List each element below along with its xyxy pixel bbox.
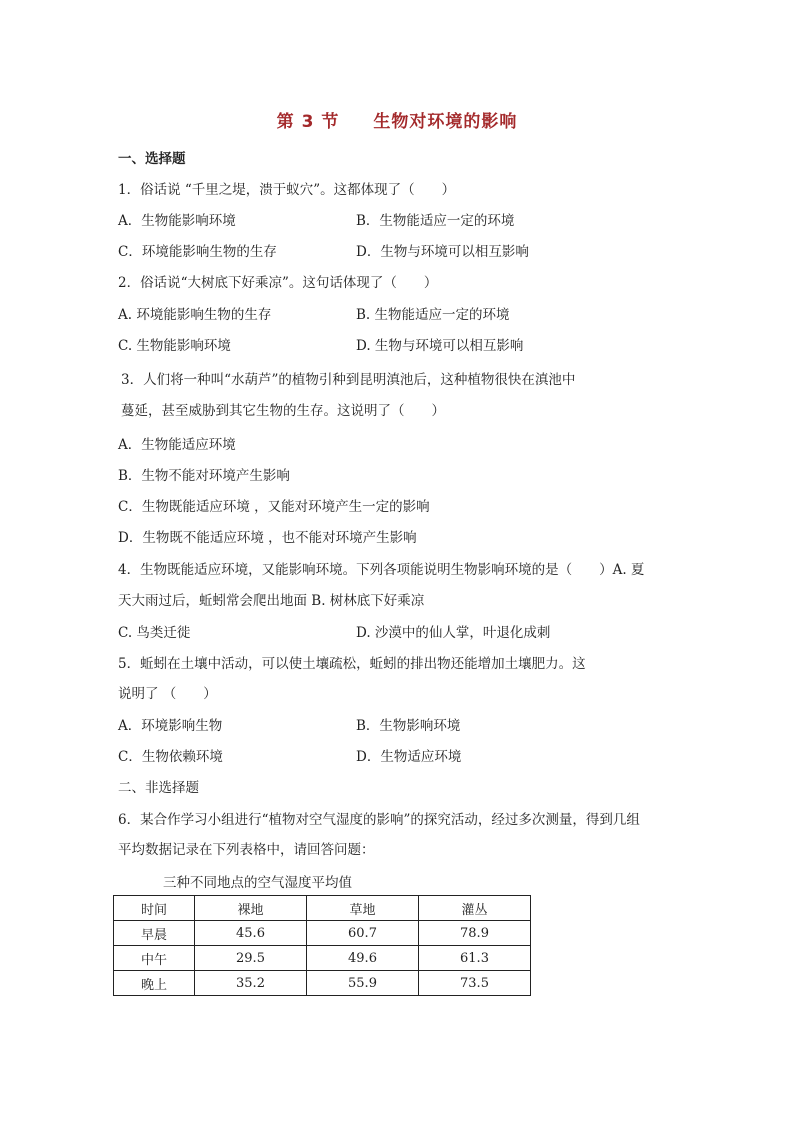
q3-option-d: D．生物既不能适应环境 ，也不能对环境产生影响 — [118, 530, 417, 546]
q3-stem-line2: 蔓延，甚至威胁到其它生物的生存。这说明了（ ） — [121, 403, 445, 419]
q3-option-a: A．生物能适应环境 — [118, 437, 236, 453]
section-number: 第 3 节 — [276, 112, 340, 132]
table-header-grassland: 草地 — [307, 896, 419, 921]
q3-option-c: C．生物既能适应环境 ，又能对环境产生一定的影响 — [118, 499, 430, 515]
table-row — [114, 921, 531, 946]
humidity-table — [113, 895, 531, 996]
q2-stem: 2．俗话说“大树底下好乘凉”。这句话体现了（ ） — [118, 275, 438, 291]
table-caption: 三种不同地点的空气湿度平均值 — [163, 875, 352, 891]
table-cell: 早晨 — [114, 921, 195, 946]
table-cell: 35.2 — [195, 971, 307, 996]
table-cell: 73.5 — [419, 971, 531, 996]
q4-option-c: C. 鸟类迁徙 — [118, 625, 191, 641]
q1-option-d: D．生物与环境可以相互影响 — [356, 244, 529, 260]
part1-heading: 一、选择题 — [118, 151, 186, 167]
q5-stem-line1: 5．蚯蚓在土壤中活动，可以使土壤疏松，蚯蚓的排出物还能增加土壤肥力。这 — [118, 656, 586, 672]
q6-stem-line2: 平均数据记录在下列表格中，请回答问题： — [118, 842, 375, 858]
q5-stem-line2: 说明了 （ ） — [118, 686, 217, 702]
table-cell: 49.6 — [307, 946, 419, 971]
q1-option-b: B．生物能适应一定的环境 — [356, 213, 515, 229]
q2-option-c: C. 生物能影响环境 — [118, 338, 231, 354]
table-cell: 中午 — [114, 946, 195, 971]
q4-stem-line2: 天大雨过后，蚯蚓常会爬出地面 B. 树林底下好乘凉 — [118, 593, 425, 609]
q3-stem-line1: 3．人们将一种叫“水葫芦”的植物引种到昆明滇池后，这种植物很快在滇池中 — [121, 372, 576, 388]
q5-option-c: C．生物依赖环境 — [118, 749, 223, 765]
table-header-row — [114, 896, 531, 921]
table-row — [114, 946, 531, 971]
section-name: 生物对环境的影响 — [373, 112, 518, 132]
q2-option-d: D. 生物与环境可以相互影响 — [356, 338, 524, 354]
q5-option-b: B．生物影响环境 — [356, 718, 461, 734]
table-cell: 61.3 — [419, 946, 531, 971]
q1-stem: 1．俗话说 “千里之堤，溃于蚁穴”。这都体现了（ ） — [118, 182, 456, 198]
table-header-time: 时间 — [114, 896, 195, 921]
table-cell: 晚上 — [114, 971, 195, 996]
q1-option-a: A．生物能影响环境 — [118, 213, 236, 229]
part2-heading: 二、非选择题 — [118, 780, 199, 796]
q5-option-a: A．环境影响生物 — [118, 718, 223, 734]
table-cell: 60.7 — [307, 921, 419, 946]
table-cell: 45.6 — [195, 921, 307, 946]
table-row — [114, 971, 531, 996]
q3-option-b: B．生物不能对环境产生影响 — [118, 468, 290, 484]
table-cell: 78.9 — [419, 921, 531, 946]
q2-option-a: A. 环境能影响生物的生存 — [118, 307, 272, 323]
q5-option-d: D．生物适应环境 — [356, 749, 462, 765]
q6-stem-line1: 6．某合作学习小组进行“植物对空气湿度的影响”的探究活动，经过多次测量，得到几组 — [118, 812, 640, 828]
page-title — [0, 107, 794, 132]
q4-option-d: D. 沙漠中的仙人掌，叶退化成刺 — [356, 625, 551, 641]
q4-stem-line1: 4．生物既能适应环境，又能影响环境。下列各项能说明生物影响环境的是（ ）A. 夏 — [118, 562, 645, 578]
q1-option-c: C．环境能影响生物的生存 — [118, 244, 277, 260]
table-header-shrubs: 灌丛 — [419, 896, 531, 921]
table-cell: 29.5 — [195, 946, 307, 971]
table-cell: 55.9 — [307, 971, 419, 996]
q2-option-b: B. 生物能适应一定的环境 — [356, 307, 510, 323]
table-header-bare-ground: 裸地 — [195, 896, 307, 921]
